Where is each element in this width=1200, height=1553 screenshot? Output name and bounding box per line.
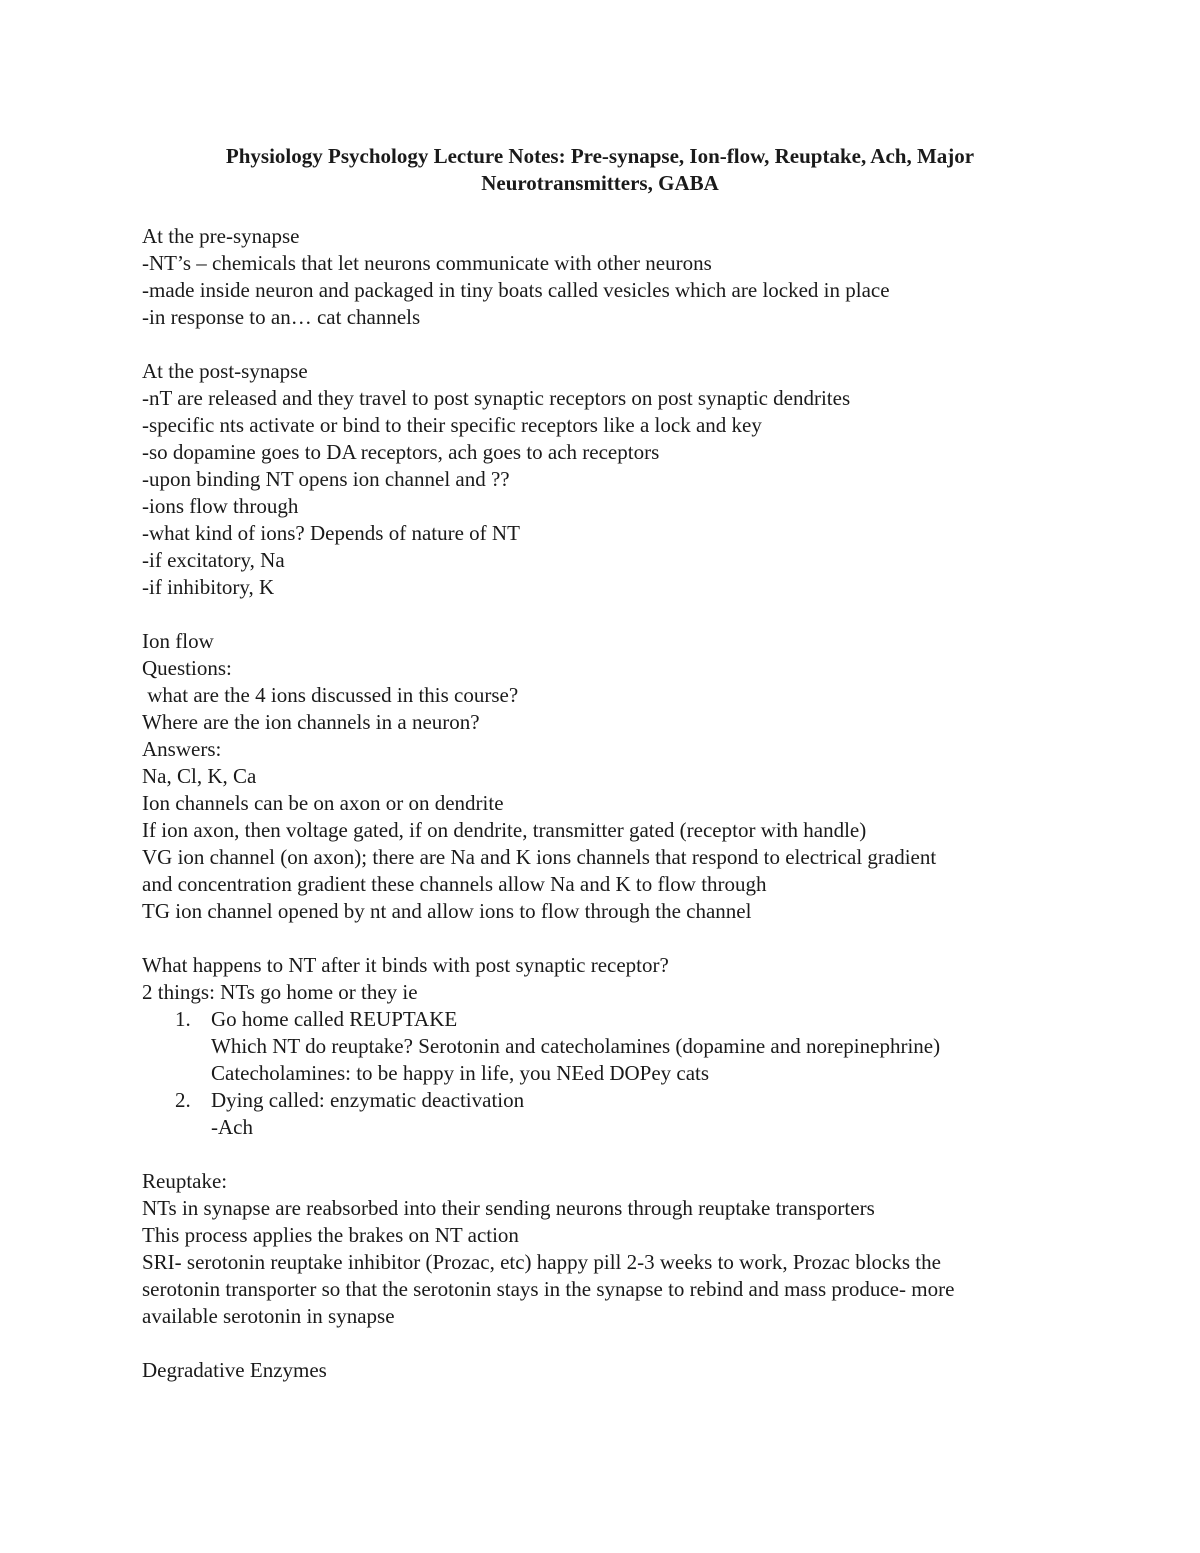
section-heading: At the pre-synapse [142,224,300,248]
note-line: -made inside neuron and packaged in tiny boats called vesicles which are locked in place [142,278,890,302]
paragraph-gap [142,1141,1102,1168]
title-line-1: Physiology Psychology Lecture Notes: Pre-synapse, Ion-flow, Reuptake, Ach, Major [225,144,975,168]
paragraph-gap [142,331,1102,358]
list-number: 1. [175,1007,191,1031]
note-line: Where are the ion channels in a neuron? [142,710,480,734]
note-line: Answers: [142,737,222,761]
note-line: If ion axon, then voltage gated, if on dendrite, transmitter gated (receptor with handle) [142,818,867,842]
note-line: -in response to an… cat channels [142,305,421,329]
note-line: VG ion channel (on axon); there are Na and K ions channels that respond to electrical gradient [142,845,937,869]
note-line: NTs in synapse are reabsorbed into their sending neurons through reuptake transporters [142,1196,875,1220]
note-line: 2 things: NTs go home or they ie [142,980,418,1004]
section-postsynapse [142,358,1102,601]
note-line: SRI- serotonin reuptake inhibitor (Prozac, etc) happy pill 2-3 weeks to work, Prozac blocks the [142,1250,941,1274]
numbered-list-item [142,1087,1102,1114]
section-heading: Ion flow [142,629,214,653]
list-number: 2. [175,1088,191,1112]
list-item-text: Go home called REUPTAKE [211,1007,458,1031]
paragraph-gap [142,925,1102,952]
numbered-list-item [142,1006,1102,1033]
note-line: TG ion channel opened by nt and allow ions to flow through the channel [142,899,752,923]
note-line: Na, Cl, K, Ca [142,764,257,788]
list-subline: Which NT do reuptake? Serotonin and catecholamines (dopamine and norepinephrine) [211,1034,941,1058]
section-heading: Degradative Enzymes [142,1358,327,1382]
note-line: -nT are released and they travel to post synaptic receptors on post synaptic dendrites [142,386,851,410]
paragraph-gap [142,1330,1102,1357]
note-line: and concentration gradient these channels allow Na and K to flow through [142,872,767,896]
note-line: -so dopamine goes to DA receptors, ach goes to ach receptors [142,440,660,464]
document-body [142,223,1102,1384]
note-line: available serotonin in synapse [142,1304,395,1328]
note-line: -if excitatory, Na [142,548,285,572]
section-heading: At the post-synapse [142,359,308,383]
document-title [140,143,1060,197]
note-line: -NT’s – chemicals that let neurons communicate with other neurons [142,251,712,275]
list-subline: -Ach [211,1115,253,1139]
note-line: This process applies the brakes on NT action [142,1223,519,1247]
section-reuptake [142,1168,1102,1330]
note-line: -upon binding NT opens ion channel and ?? [142,467,510,491]
list-subline: Catecholamines: to be happy in life, you NEed DOPey cats [211,1061,710,1085]
note-line: what are the 4 ions discussed in this course? [142,683,519,707]
list-item-text: Dying called: enzymatic deactivation [211,1088,525,1112]
note-line: -ions flow through [142,494,299,518]
title-line-2: Neurotransmitters, GABA [481,171,719,195]
section-degradative-enzymes [142,1357,1102,1384]
section-ion-flow [142,628,1102,925]
section-question: What happens to NT after it binds with post synaptic receptor? [142,953,669,977]
section-heading: Reuptake: [142,1169,228,1193]
note-line: -what kind of ions? Depends of nature of NT [142,521,520,545]
note-line: Questions: [142,656,232,680]
note-line: Ion channels can be on axon or on dendrite [142,791,504,815]
note-line: -if inhibitory, K [142,575,275,599]
paragraph-gap [142,601,1102,628]
section-after-binding [142,952,1102,1141]
note-line: -specific nts activate or bind to their specific receptors like a lock and key [142,413,762,437]
section-presynapse [142,223,1102,331]
note-line: serotonin transporter so that the serotonin stays in the synapse to rebind and mass produce- more [142,1277,955,1301]
